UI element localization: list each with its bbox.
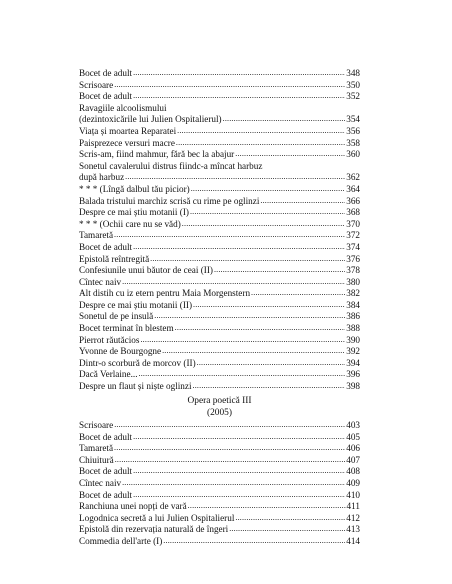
toc-entry-page: 388 [346,323,360,334]
toc-entry-title: * * * (Lîngă dalbul tău picior) [79,183,190,194]
dot-leader [114,229,345,241]
dot-leader [114,79,345,91]
toc-entry-title: Alt distih cu iz etern pentru Maia Morgenstern [79,288,251,299]
toc-entry-page: 360 [346,149,360,160]
toc-entry-title: Tamaretă [79,443,114,454]
dot-leader [133,67,345,79]
toc-entry [79,91,360,103]
dot-leader [133,489,345,501]
dot-leader [190,206,345,218]
section-title: Opera poetică III [187,396,252,406]
toc-entry-page: 403 [346,420,360,430]
toc-entry-page: 354 [346,114,360,125]
toc-entry-page: 412 [346,512,360,523]
dot-leader [114,442,345,454]
toc-entry-title: Dacă Verlaine... [79,369,138,380]
toc-entry-title: Bocet de adult [79,241,133,252]
dot-leader [139,368,346,380]
dot-leader [140,334,345,346]
toc-entry-title: Cîntec naiv [79,477,122,488]
toc-entry-title: Tamaretă [79,230,114,241]
dot-leader [176,137,345,149]
toc-entry-title: Bocet de adult [79,489,133,500]
dot-leader [251,287,345,299]
toc-entry-title: Epistolă reîntregită [79,253,150,264]
toc-entry-title: Despre ce mai știu motanii (II) [79,299,193,310]
toc-section-2 [79,420,360,548]
toc-entry-page: 410 [346,489,360,500]
dot-leader [197,357,346,369]
toc-entry-page: 370 [346,218,360,229]
dot-leader [154,310,345,322]
toc-section-1 [79,68,360,393]
section-year: (2005) [207,407,232,418]
toc-entry-title: Scrisoare [79,79,114,90]
dot-leader [188,500,346,512]
dot-leader [235,148,345,160]
toc-entry [79,536,360,548]
toc-entry-page: 368 [346,207,360,218]
toc-entry-title: Cîntec naiv [79,276,122,287]
dot-leader [175,322,346,334]
toc-entry-page: 384 [346,299,360,310]
dot-leader [133,241,345,253]
toc-entry-title: Confesiunile unui băutor de ceai (II) [79,265,213,276]
toc-entry-title: Commedia dell'arte (I) [79,535,163,546]
dot-leader [122,276,345,288]
toc-entry-page: 390 [346,334,360,345]
toc-entry-page: 407 [346,454,360,465]
dot-leader [125,171,345,183]
dot-leader [182,218,345,230]
toc-entry-page: 362 [346,172,360,183]
toc-entry-page: 409 [346,477,360,488]
dot-leader [133,431,345,443]
toc-entry [79,149,360,161]
dot-leader [122,477,345,489]
toc-entry-title: Paisprezece versuri macre [79,137,175,148]
toc-entry-page: 408 [346,466,360,477]
toc-entry-page: 392 [346,346,360,357]
dot-leader [163,535,345,547]
toc-entry-page: 374 [346,241,360,252]
toc-entry-title: Sonetul cavalerului distrus fiindc-a mîncat harbuz [79,160,263,171]
toc-entry-title: Bocet de adult [79,431,133,442]
toc-entry-title: Chiuitură [79,454,114,465]
dot-leader [133,90,345,102]
toc-entry-page: 366 [346,195,360,206]
toc-entry-page: 372 [346,230,360,241]
toc-entry [79,381,360,393]
dot-leader [235,512,345,524]
toc-entry-title: * * * (Ochii care nu se văd) [79,218,181,229]
toc-entry-page: 352 [346,91,360,102]
toc-entry-title: Ravagiile alcoolismului [79,102,167,113]
toc-entry-title: Viața și moartea Reparatei [79,125,177,136]
toc-entry-title: Pierrot răutăcios [79,334,140,345]
toc-entry-title: Bocet de adult [79,466,133,477]
toc-entry-title: Yvonne de Bourgogne [79,346,162,357]
toc-entry-title: Ranchiuna unei nopți de vară [79,501,187,512]
toc-entry-page: 411 [346,501,360,512]
dot-leader [214,264,345,276]
toc-entry-title: Despre un flaut și niște oglinzi [79,381,192,392]
dot-leader [223,113,346,125]
toc-entry-title: după harbuz [79,172,125,183]
toc-entry-page: 364 [346,183,360,194]
toc-entry-title: Epistolă din rezervația naturală de îngeri [79,524,229,535]
dot-leader [162,345,345,357]
toc-entry-title: Despre ce mai știu motanii (I) [79,207,189,218]
toc-entry-page: 378 [346,265,360,276]
toc-entry-page: 358 [346,137,360,148]
dot-leader [150,253,345,265]
dot-leader [229,523,345,535]
dot-leader [133,465,345,477]
toc-entry-page: 356 [346,125,360,136]
dot-leader [193,380,346,392]
dot-leader [114,419,345,431]
dot-leader [193,299,345,311]
toc-entry-page: 398 [346,381,360,392]
toc-entry-title: (dezintoxicările lui Julien Ospitalierul) [79,114,222,125]
section-heading [79,396,360,419]
toc-entry-page: 350 [346,79,360,90]
toc-entry-title: Bocet de adult [79,91,133,102]
toc-entry-page: 414 [346,535,360,546]
toc-entry-page: 405 [346,431,360,442]
toc-entry-title: Scris-am, fiind mahmur, fără bec la abajur [79,149,235,160]
toc-entry-page: 376 [346,253,360,264]
toc-entry-page: 396 [346,369,360,380]
toc-entry-title: Bocet de adult [79,68,133,78]
toc-entry-title: Balada tristului marchiz scrisă cu rime pe oglinzi [79,195,260,206]
toc-entry-page: 413 [346,524,360,535]
toc-entry-page: 386 [346,311,360,322]
toc-entry-title: Dintr-o scorbură de morcov (II) [79,357,196,368]
toc-entry-title: Scrisoare [79,420,114,430]
dot-leader [191,183,345,195]
toc-entry-page: 380 [346,276,360,287]
dot-leader [115,454,346,466]
toc-entry-page: 382 [346,288,360,299]
toc-entry-page: 406 [346,443,360,454]
toc-entry-title: Logodnica secretă a lui Julien Ospitalierul [79,512,235,523]
dot-leader [177,125,345,137]
dot-leader [260,195,345,207]
toc-entry-title: Bocet terminat în blestem [79,323,174,334]
toc-entry-title: Sonetul de pe insulă [79,311,154,322]
toc-entry-page: 348 [346,68,360,78]
toc-entry-page: 394 [346,357,360,368]
